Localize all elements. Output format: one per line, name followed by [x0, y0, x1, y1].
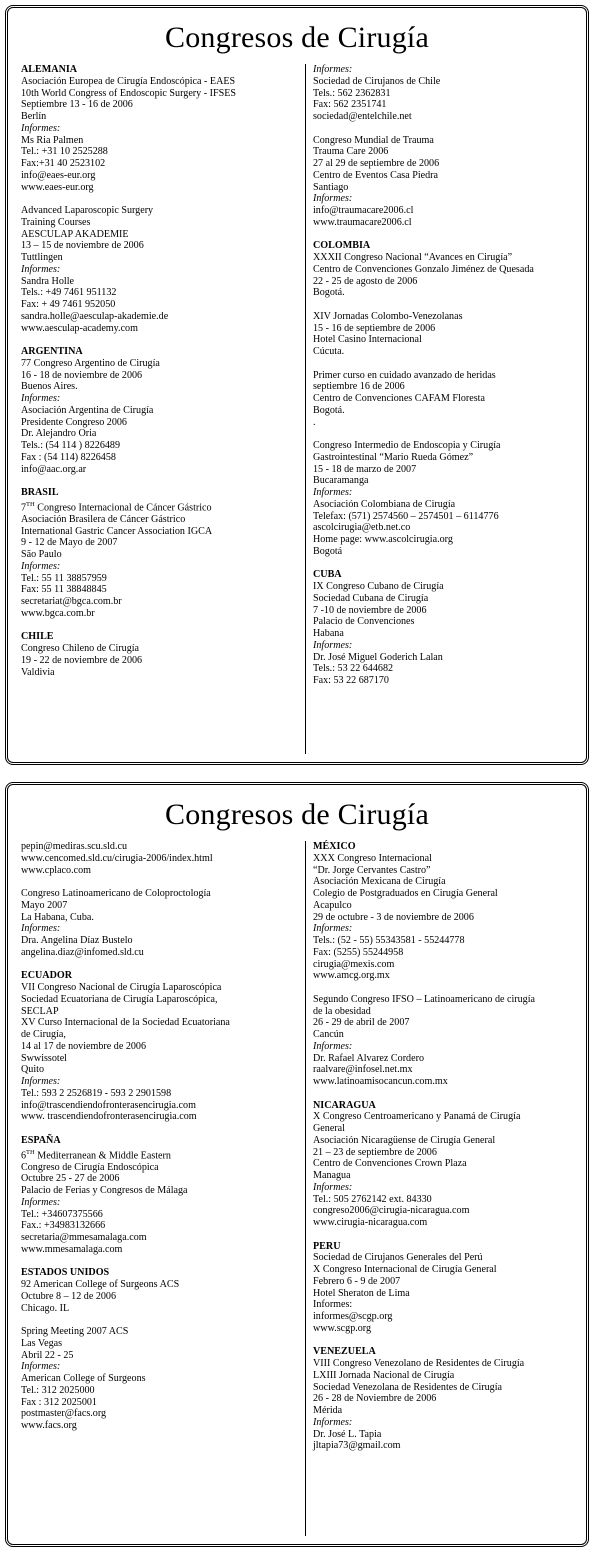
entry-line: Bucaramanga: [313, 475, 369, 487]
entry-line: Tel.: 593 2 2526819 - 593 2 2901598: [21, 1087, 172, 1099]
entry-line: “Dr. Jorge Cervantes Castro”: [313, 864, 431, 876]
entry-line: X Congreso Centroamericano y Panamá de Cirugía: [313, 1111, 521, 1123]
entry-line: 19 - 22 de noviembre de 2006: [21, 654, 143, 666]
page-2: [5, 782, 589, 1547]
entry-gap: [21, 1314, 299, 1326]
entry-line: 77 Congreso Argentino de Cirugía: [21, 357, 160, 369]
informes-label: Informes:: [21, 1196, 61, 1208]
entry-line: VIII Congreso Venezolano de Residentes de Cirugía: [313, 1358, 525, 1369]
entry-line: International Gastric Cancer Association IGCA: [21, 525, 213, 537]
entry-line: Informes:: [313, 1299, 353, 1311]
entry-line: Dr. Alejandro Oria: [21, 428, 97, 440]
entry-line: Sociedad Ecuatoriana de Cirugía Laparoscópica,: [21, 993, 218, 1005]
entry-line: La Habana, Cuba.: [21, 911, 94, 923]
contact-line: www.scgp.org: [313, 1322, 372, 1334]
entry-line: Primer curso en cuidado avanzado de heridas: [313, 369, 496, 381]
entry-line: Congreso Mundial de Trauma: [313, 134, 434, 146]
entry-line: Telefax: (571) 2574560 – 2574501 – 6114776: [313, 510, 499, 522]
entry-line: Chicago. IL: [21, 1302, 70, 1314]
section-gap: [313, 1088, 581, 1100]
entry-line: Asociación Nicaragüense de Cirugía General: [313, 1134, 496, 1146]
entry-line: LXIII Jornada Nacional de Cirugía: [313, 1369, 455, 1381]
contact-line: info@trascendiendofronterasencirugia.com: [21, 1099, 196, 1111]
country-heading: ALEMANIA: [21, 64, 78, 75]
country-heading: COLOMBIA: [313, 240, 371, 252]
section-gap: [21, 334, 299, 346]
entry-line: Acapulco: [313, 899, 352, 911]
entry-line: Cúcuta.: [313, 346, 345, 357]
entry-line: Cancún: [313, 1029, 344, 1040]
entry-gap: [21, 193, 299, 205]
section-gap: [313, 558, 581, 570]
entry-line: Dr. José L. Tapia: [313, 1428, 382, 1440]
section-gap: [21, 475, 299, 487]
entry-line: Palacio de Ferias y Congresos de Málaga: [21, 1185, 188, 1197]
country-heading: CHILE: [21, 631, 54, 643]
entry-gap: [313, 358, 581, 370]
entry-line: Fax: 562 2351741: [313, 99, 387, 111]
entry-line: Tel.: 505 2762142 ext. 84330: [313, 1193, 432, 1205]
entry-line: 22 - 25 de agosto de 2006: [313, 275, 418, 287]
informes-label: Informes:: [21, 1361, 61, 1373]
entry-line: 14 al 17 de noviembre de 2006: [21, 1040, 147, 1052]
entry-line: 26 - 28 de Noviembre de 2006: [313, 1393, 437, 1405]
entry-line: Tels.: 562 2362831: [313, 87, 391, 99]
entry-line: Sandra Holle: [21, 275, 74, 287]
contact-line: Home page: www.ascolcirugia.org: [313, 534, 453, 545]
entry-line: 9 - 12 de Mayo de 2007: [21, 537, 118, 549]
entry-line: Spring Meeting 2007 ACS: [21, 1326, 129, 1338]
country-heading: VENEZUELA: [313, 1346, 376, 1358]
entry-line: Fax: 55 11 38848845: [21, 584, 107, 596]
entry-line: Managua: [313, 1170, 351, 1181]
contact-line: sociedad@entelchile.net: [313, 111, 412, 122]
country-heading: MÉXICO: [313, 841, 356, 852]
entry-line: Asociación Brasilera de Cáncer Gástrico: [21, 513, 186, 525]
informes-label: Informes:: [313, 193, 353, 205]
entry-line: Bogotá.: [313, 404, 345, 416]
entry-line: Tel.: 55 11 38857959: [21, 572, 107, 584]
informes-label: Informes:: [21, 263, 61, 275]
entry-line: Asociación Mexicana de Cirugía: [313, 876, 446, 888]
contact-line: secretaria@mmesamalaga.com: [21, 1232, 147, 1244]
contact-line: raalvare@infosel.net.mx: [313, 1064, 413, 1076]
contact-line: www.traumacare2006.cl: [313, 216, 412, 228]
entry-line: Training Courses: [21, 216, 91, 228]
column-left: [21, 64, 299, 754]
entry-line: Sociedad Cubana de Cirugía: [313, 592, 429, 604]
entry-line: Valdivia: [21, 666, 55, 678]
contact-line: www.cplaco.com: [21, 864, 91, 876]
entry-line: Tels.: (52 - 55) 55343581 - 55244778: [313, 935, 465, 946]
section-gap: [313, 229, 581, 241]
informes-label: Informes:: [313, 64, 353, 75]
entry-line: 6TH Mediterranean & Middle Eastern: [21, 1148, 171, 1161]
entry-line: Advanced Laparoscopic Surgery: [21, 205, 154, 216]
entry-line: Fax: + 49 7461 952050: [21, 299, 116, 310]
contact-line: sandra.holle@aesculap-akademie.de: [21, 310, 169, 322]
entry-line: Febrero 6 - 9 de 2007: [313, 1275, 401, 1287]
entry-line: Mayo 2007: [21, 899, 68, 911]
informes-label: Informes:: [313, 487, 353, 498]
contact-line: cirugia@mexis.com: [313, 958, 395, 970]
entry-line: XXX Congreso Internacional: [313, 852, 432, 864]
entry-line: de Cirugía,: [21, 1029, 66, 1040]
entry-line: Fax : 312 2025001: [21, 1396, 97, 1408]
informes-label: Informes:: [21, 560, 61, 572]
country-heading: PERU: [313, 1240, 341, 1252]
contact-line: congreso2006@cirugia-nicaragua.com: [313, 1205, 470, 1217]
section-gap: [313, 1335, 581, 1347]
page-title: Congresos de Cirugía: [165, 21, 429, 54]
country-heading: ECUADOR: [21, 970, 73, 982]
entry-gap: [21, 876, 299, 888]
column-right: [313, 64, 581, 754]
entry-line: 13 – 15 de noviembre de 2006: [21, 240, 144, 252]
entry-line: Presidente Congreso 2006: [21, 416, 127, 428]
informes-label: Informes:: [21, 1076, 61, 1087]
entry-line: Hotel Casino Internacional: [313, 334, 422, 346]
informes-label: Informes:: [21, 393, 61, 404]
contact-line: www.cirugia-nicaragua.com: [313, 1217, 428, 1228]
column-left: [21, 841, 299, 1536]
informes-label: Informes:: [21, 923, 61, 935]
entry-line: 27 al 29 de septiembre de 2006: [313, 158, 440, 169]
contact-line: www. trascendiendofronterasencirugia.com: [21, 1111, 197, 1123]
entry-line: Dra. Angelina Díaz Bustelo: [21, 935, 133, 946]
entry-line: Septiembre 13 - 16 de 2006: [21, 99, 133, 111]
contact-line: info@aac.org.ar: [21, 463, 87, 475]
entry-line: XV Curso Internacional de la Sociedad Ecuatoriana: [21, 1017, 230, 1029]
entry-gap: [313, 299, 581, 311]
entry-line: Colegio de Postgraduados en Cirugía General: [313, 888, 498, 899]
contact-line: angelina.diaz@infomed.sld.cu: [21, 946, 144, 958]
entry-line: Bogotá.: [313, 287, 345, 299]
entry-line: 21 – 23 de septiembre de 2006: [313, 1146, 437, 1158]
column-divider: [305, 841, 306, 1536]
entry-line: Berlín: [21, 111, 47, 122]
entry-line: septiembre 16 de 2006: [313, 381, 405, 393]
entry-line: Santiago: [313, 181, 349, 193]
entry-line: Mérida: [313, 1405, 343, 1416]
entry-line: Congreso de Cirugía Endoscópica: [21, 1161, 159, 1173]
entry-line: 29 de octubre - 3 de noviembre de 2006: [313, 911, 474, 923]
entry-line: São Paulo: [21, 549, 62, 561]
section-gap: [313, 1229, 581, 1241]
entry-line: Tel.: 312 2025000: [21, 1384, 95, 1396]
entry-line: Congreso Latinoamericano de Coloproctología: [21, 888, 211, 899]
entry-line: Hotel Sheraton de Lima: [313, 1287, 410, 1299]
country-heading: ESTADOS UNIDOS: [21, 1267, 110, 1279]
entry-line: Buenos Aires.: [21, 381, 78, 393]
informes-label: Informes:: [313, 923, 353, 935]
columns: [21, 841, 576, 1536]
contact-line: ascolcirugia@etb.net.co: [313, 522, 411, 534]
column-right: [313, 841, 581, 1536]
country-heading: BRASIL: [21, 487, 59, 498]
entry-line: General: [313, 1123, 345, 1134]
informes-label: Informes:: [313, 639, 353, 651]
contact-line: www.facs.org: [21, 1420, 77, 1432]
contact-line: www.aesculap-academy.com: [21, 322, 138, 334]
entry-line: Tels.: +49 7461 951132: [21, 287, 117, 299]
entry-line: Sociedad de Cirujanos de Chile: [313, 75, 441, 87]
contact-line: pepin@mediras.scu.sld.cu: [21, 841, 128, 852]
entry-line: Fax:+31 40 2523102: [21, 158, 106, 169]
entry-line: Centro de Eventos Casa Piedra: [313, 169, 439, 181]
entry-line: Centro de Convenciones CAFAM Floresta: [313, 393, 485, 404]
entry-line: Dr. Rafael Alvarez Cordero: [313, 1052, 424, 1064]
entry-line: de la obesidad: [313, 1005, 371, 1017]
entry-line: IX Congreso Cubano de Cirugía: [313, 581, 444, 592]
entry-line: SECLAP: [21, 1005, 59, 1017]
contact-line: www.mmesamalaga.com: [21, 1243, 123, 1255]
entry-line: Asociación Argentina de Cirugía: [21, 404, 154, 416]
entry-line: 7 -10 de noviembre de 2006: [313, 604, 427, 616]
section-gap: [21, 959, 299, 971]
entry-line: Habana: [313, 628, 344, 639]
entry-line: Centro de Convenciones Gonzalo Jiménez de Quesada: [313, 263, 534, 275]
columns: [21, 64, 576, 754]
entry-line: XIV Jornadas Colombo-Venezolanas: [313, 310, 463, 322]
entry-line: Centro de Convenciones Crown Plaza: [313, 1158, 467, 1170]
entry-line: Fax.: +34983132666: [21, 1220, 106, 1232]
entry-line: Dr. José Miguel Goderich Lalan: [313, 651, 443, 663]
country-heading: CUBA: [313, 569, 342, 581]
entry-line: Fax: 53 22 687170: [313, 675, 389, 686]
contact-line: www.latinoamisocancun.com.mx: [313, 1076, 448, 1087]
entry-line: VII Congreso Nacional de Cirugía Laparoscópica: [21, 982, 222, 993]
entry-line: Tels.: (54 114 ) 8226489: [21, 440, 121, 451]
entry-line: Sociedad de Cirujanos Generales del Perú: [313, 1252, 483, 1264]
entry-line: .: [313, 416, 316, 428]
entry-line: Gastrointestinal “Mario Rueda Gómez”: [313, 451, 474, 463]
informes-label: Informes:: [313, 1181, 353, 1193]
entry-line: AESCULAP AKADEMIE: [21, 228, 129, 240]
entry-line: XXXII Congreso Nacional “Avances en Cirugía”: [313, 252, 513, 263]
contact-line: secretariat@bgca.com.br: [21, 596, 122, 608]
entry-line: Ms Ria Palmen: [21, 134, 84, 146]
entry-line: Fax: (5255) 55244958: [313, 946, 404, 958]
entry-gap: [313, 428, 581, 440]
entry-line: 16 - 18 de noviembre de 2006: [21, 369, 143, 381]
entry-line: Congreso Chileno de Cirugía: [21, 643, 140, 655]
country-heading: ESPAÑA: [21, 1134, 61, 1146]
contact-line: www.eaes-eur.org: [21, 181, 94, 193]
entry-line: Asociación Colombiana de Cirugía: [313, 498, 456, 510]
entry-line: 15 - 18 de marzo de 2007: [313, 463, 417, 475]
entry-line: 10th World Congress of Endoscopic Surgery - IFSES: [21, 87, 236, 99]
section-gap: [21, 620, 299, 632]
entry-line: Bogotá: [313, 545, 343, 557]
section-gap: [21, 1123, 299, 1135]
contact-line: www.amcg.org.mx: [313, 970, 390, 982]
entry-line: 15 - 16 de septiembre de 2006: [313, 322, 436, 334]
informes-label: Informes:: [313, 1416, 353, 1428]
contact-line: informes@scgp.org: [313, 1311, 393, 1322]
entry-line: Tel.: +34607375566: [21, 1208, 103, 1220]
entry-line: 26 - 29 de abril de 2007: [313, 1017, 410, 1029]
contact-line: www.cencomed.sld.cu/cirugia-2006/index.html: [21, 852, 213, 864]
entry-line: American College of Surgeons: [21, 1373, 146, 1385]
column-divider: [305, 64, 306, 754]
page-title: Congresos de Cirugía: [165, 798, 429, 831]
entry-gap: [313, 982, 581, 994]
contact-line: info@traumacare2006.cl: [313, 205, 414, 216]
entry-line: Segundo Congreso IFSO – Latinoamericano de cirugía: [313, 993, 536, 1005]
entry-line: Octubre 25 - 27 de 2006: [21, 1173, 120, 1185]
entry-line: Trauma Care 2006: [313, 146, 389, 158]
contact-line: postmaster@facs.org: [21, 1408, 107, 1420]
entry-line: Congreso Intermedio de Endoscopia y Cirugía: [313, 440, 501, 451]
entry-line: Swwissotel: [21, 1052, 67, 1064]
entry-line: Asociación Europea de Cirugía Endoscópica - EAES: [21, 75, 236, 87]
entry-line: Tuttlingen: [21, 252, 63, 263]
informes-label: Informes:: [21, 122, 61, 134]
country-heading: NICARAGUA: [313, 1099, 376, 1111]
page-1: [5, 5, 589, 765]
entry-gap: [313, 123, 581, 135]
entry-line: Octubre 8 – 12 de 2006: [21, 1290, 117, 1302]
contact-line: jltapia73@gmail.com: [313, 1440, 401, 1452]
entry-line: Fax : (54 114) 8226458: [21, 451, 116, 463]
country-heading: ARGENTINA: [21, 346, 83, 357]
entry-line: Sociedad Venezolana de Residentes de Cirugía: [313, 1381, 503, 1393]
entry-line: Tel.: +31 10 2525288: [21, 146, 108, 158]
entry-line: Abril 22 - 25: [21, 1349, 74, 1361]
entry-line: Palacio de Convenciones: [313, 616, 415, 628]
section-gap: [21, 1256, 299, 1268]
entry-line: Las Vegas: [21, 1337, 63, 1349]
entry-line: 92 American College of Surgeons ACS: [21, 1279, 180, 1291]
entry-line: 7TH Congreso Internacional de Cáncer Gástrico: [21, 500, 212, 514]
entry-line: X Congreso Internacional de Cirugía General: [313, 1264, 497, 1275]
informes-label: Informes:: [313, 1040, 353, 1052]
entry-line: Quito: [21, 1064, 44, 1076]
entry-line: Tels.: 53 22 644682: [313, 663, 394, 675]
contact-line: info@eaes-eur.org: [21, 169, 96, 181]
contact-line: www.bgca.com.br: [21, 607, 95, 619]
